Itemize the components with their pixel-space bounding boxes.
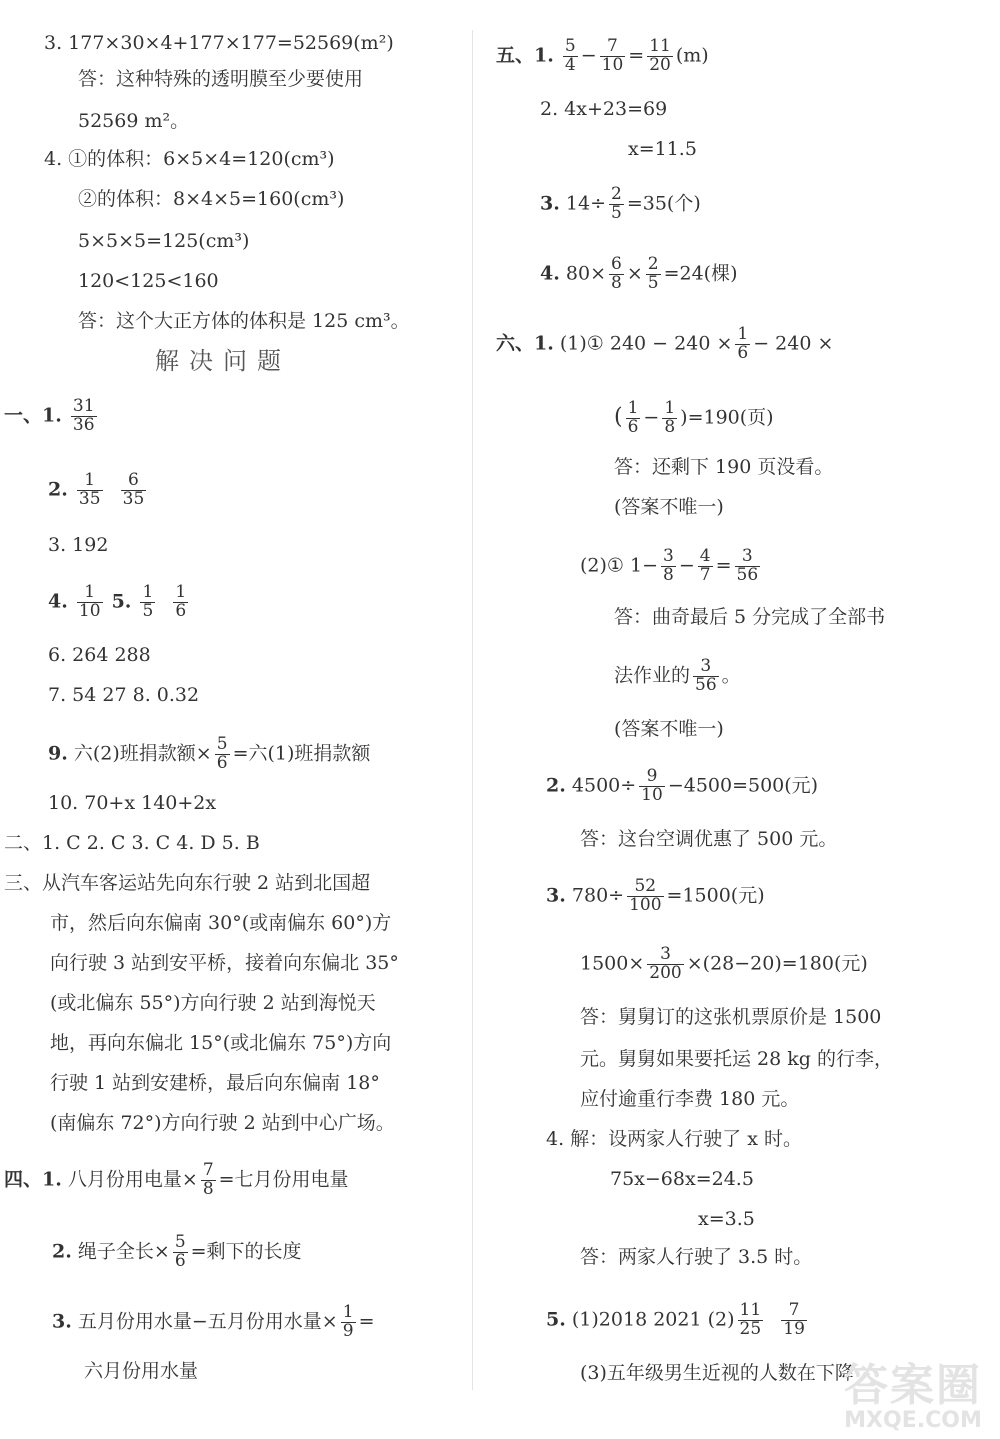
- s6-q5-part3: (3)五年级男生近视的人数在下降: [580, 1362, 854, 1384]
- line-3-answer: 答：这种特殊的透明膜至少要使用: [78, 68, 364, 90]
- fraction: $\frac{1}{35}$: [78, 470, 101, 509]
- s6-q3-answer-1: 答：舅舅订的这张机票原价是 1500: [580, 1006, 882, 1028]
- fraction: $\frac{1}{5}$: [142, 582, 154, 621]
- s1-q6: 6. 264 288: [48, 644, 151, 666]
- line-3-answer-cont: 52569 m²。: [78, 110, 190, 132]
- fraction: $\frac{2}{5}$: [611, 184, 622, 223]
- s6-q3: 3. 780÷ $\frac{52}{100}$ =1500(元): [546, 876, 765, 915]
- fraction: $\frac{1}{9}$: [342, 1302, 354, 1341]
- s4-q1: 四、1. 八月份用电量× $\frac{7}{8}$ =七月份用电量: [4, 1160, 349, 1199]
- s6-q4-equation: 75x−68x=24.5: [610, 1168, 754, 1190]
- fraction: $\frac{2}{5}$: [647, 254, 659, 293]
- column-divider: [472, 30, 473, 1390]
- s6-q2-answer: 答：这台空调优惠了 500 元。: [580, 828, 838, 850]
- s2-answers: 二、1. C 2. C 3. C 4. D 5. B: [4, 832, 260, 854]
- s6-q1-answer: 答：还剩下 190 页没看。: [614, 456, 834, 478]
- s3-line-6: 行驶 1 站到安建桥，最后向东偏南 18°: [50, 1072, 380, 1094]
- fraction: $\frac{3}{56}$: [695, 656, 717, 695]
- fraction: $\frac{52}{100}$: [629, 876, 662, 915]
- s6-q1-note: (答案不唯一): [614, 496, 724, 518]
- s5-q3: 3. 14÷ $\frac{2}{5}$ =35(个): [540, 184, 701, 223]
- fraction: $\frac{1}{8}$: [664, 398, 676, 437]
- fraction: $\frac{9}{10}$: [641, 766, 663, 805]
- s5-q2: 2. 4x+23=69: [540, 98, 668, 120]
- fraction: $\frac{5}{4}$: [564, 36, 576, 75]
- s6-q1-part2: (2)① 1− $\frac{3}{8}$ − $\frac{4}{7}$ = $\frac{3}{56}$: [580, 546, 759, 585]
- section-heading: 解决问题: [155, 347, 291, 375]
- s6-q3-line2: 1500× $\frac{3}{200}$ ×(28−20)=180(元): [580, 944, 868, 983]
- s3-line-1: 三、从汽车客运站先向东行驶 2 站到北国超: [4, 872, 371, 894]
- s1-q2: 2. $\frac{1}{35}$ $\frac{6}{35}$: [48, 470, 145, 509]
- s1-q4-q5: 4. $\frac{1}{10}$ 5. $\frac{1}{5}$ $\frac{1}{6}$: [48, 582, 187, 621]
- fraction: $\frac{7}{8}$: [202, 1160, 214, 1199]
- s6-q1-part1-cont: ( $\frac{1}{6}$ − $\frac{1}{8}$ )=190(页): [614, 398, 774, 437]
- s6-q1-part2-note: (答案不唯一): [614, 718, 724, 740]
- s6-q1-part2-answer-cont: 法作业的 $\frac{3}{56}$ 。: [614, 656, 741, 695]
- s5-q4: 4. 80× $\frac{6}{8}$ × $\frac{2}{5}$ =24(棵): [540, 254, 738, 293]
- line-4-volume-1: 4. ①的体积：6×5×4=120(cm³): [44, 148, 335, 170]
- fraction: $\frac{5}{6}$: [216, 734, 228, 773]
- s3-line-5: 地，再向东偏北 15°(或北偏东 75°)方向: [50, 1032, 392, 1054]
- fraction: $\frac{11}{20}$: [649, 36, 671, 75]
- s6-q4: 4. 解：设两家人行驶了 x 时。: [546, 1128, 802, 1150]
- s6-q1-part2-answer: 答：曲奇最后 5 分完成了全部书: [614, 606, 886, 628]
- fraction: $\frac{1}{10}$: [78, 582, 101, 621]
- s6-q1-part1: 六、1. (1)① 240 − 240 × $\frac{1}{6}$ − 240 ×: [496, 324, 834, 363]
- s4-q3: 3. 五月份用水量−五月份用水量× $\frac{1}{9}$ =: [52, 1302, 375, 1341]
- s5-q1: 五、1. $\frac{5}{4}$ − $\frac{7}{10}$ = $\frac{11}{20}$ (m): [496, 36, 709, 75]
- s6-q3-answer-3: 应付逾重行李费 180 元。: [580, 1088, 800, 1110]
- fraction: $\frac{3}{56}$: [736, 546, 759, 585]
- fraction: $\frac{3}{200}$: [649, 944, 682, 983]
- line-4-answer: 答：这个大正方体的体积是 125 cm³。: [78, 310, 410, 332]
- s1-q3: 3. 192: [48, 534, 109, 556]
- s6-q2: 2. 4500÷ $\frac{9}{10}$ −4500=500(元): [546, 766, 819, 805]
- fraction: $\frac{1}{6}$: [175, 582, 187, 621]
- fraction: $\frac{1}{6}$: [737, 324, 749, 363]
- fraction: $\frac{1}{6}$: [627, 398, 639, 437]
- s6-q5: 5. (1)2018 2021 (2) $\frac{11}{25}$ $\frac{7}{19}$: [546, 1300, 805, 1339]
- fraction: $\frac{7}{19}$: [783, 1300, 805, 1339]
- s4-q3-cont: 六月份用水量: [84, 1360, 199, 1382]
- s3-line-3: 向行驶 3 站到安平桥，接着向东偏北 35°: [50, 952, 399, 974]
- s3-line-2: 市，然后向东偏南 30°(或南偏东 60°)方: [50, 912, 392, 934]
- fraction: $\frac{6}{8}$: [611, 254, 622, 293]
- fraction: $\frac{4}{7}$: [699, 546, 711, 585]
- line-4-cube: 5×5×5=125(cm³): [78, 230, 250, 252]
- fraction: $\frac{5}{6}$: [174, 1232, 186, 1271]
- line-3-formula: 3. 177×30×4+177×177=52569(m²): [44, 32, 394, 54]
- s1-q9: 9. 六(2)班捐款额× $\frac{5}{6}$ =六(1)班捐款额: [48, 734, 371, 773]
- line-4-compare: 120<125<160: [78, 270, 219, 292]
- fraction: $\frac{7}{10}$: [601, 36, 624, 75]
- s3-line-7: (南偏东 72°)方向行驶 2 站到中心广场。: [50, 1112, 395, 1134]
- s1-q1: 一、1. $\frac{31}{36}$: [4, 396, 95, 435]
- s1-q10: 10. 70+x 140+2x: [48, 792, 217, 814]
- fraction: $\frac{11}{25}$: [739, 1300, 762, 1339]
- s1-q7-q8: 7. 54 27 8. 0.32: [48, 684, 200, 706]
- s3-line-4: (或北偏东 55°)方向行驶 2 站到海悦天: [50, 992, 376, 1014]
- s4-q2: 2. 绳子全长× $\frac{5}{6}$ =剩下的长度: [52, 1232, 302, 1271]
- fraction: $\frac{31}{36}$: [72, 396, 95, 435]
- s6-q4-answer: 答：两家人行驶了 3.5 时。: [580, 1246, 813, 1268]
- s6-q3-answer-2: 元。舅舅如果要托运 28 kg 的行李，: [580, 1048, 893, 1070]
- s6-q4-result: x=3.5: [698, 1208, 755, 1230]
- line-4-volume-2: ②的体积：8×4×5=160(cm³): [78, 188, 345, 210]
- fraction: $\frac{3}{8}$: [663, 546, 674, 585]
- fraction: $\frac{6}{35}$: [122, 470, 145, 509]
- s5-q2-result: x=11.5: [628, 138, 697, 160]
- watermark-logo: 答案圈 MXQE.COM: [844, 1360, 982, 1433]
